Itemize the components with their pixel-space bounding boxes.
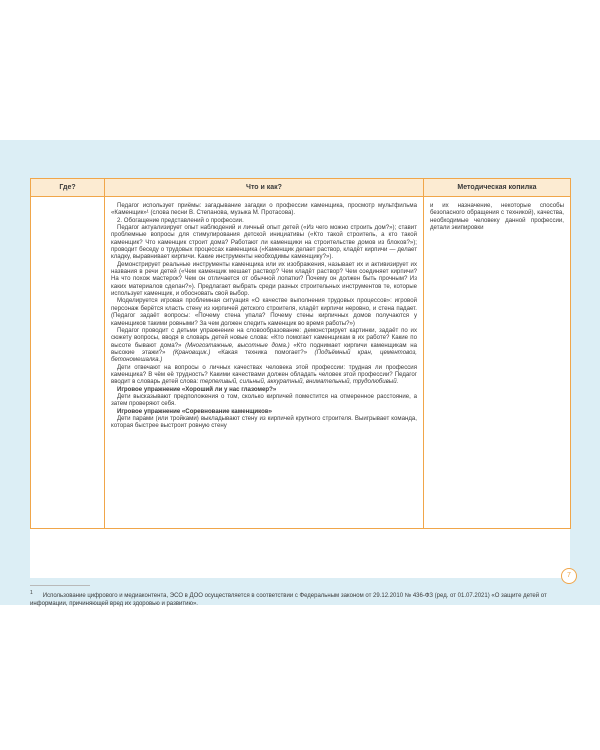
game-exercise-title: Игровое упражнение «Соревнование каменщиков» (117, 407, 272, 415)
text-run: «Какая техника помогает?» (217, 348, 308, 356)
text-paragraph: Педагог использует приёмы: загадывание загадки о профессии каменщика, просмотр мультфильма «Каменщик»¹ (слова песни В. Степанова, музыка М. Протасова). (111, 202, 417, 217)
text-paragraph: Демонстрирует реальные инструменты каменщика или их изображения, называет их и активизирует их названия в речи детей («Чем каменщик мешает раствор? Чем кладёт раствор? Чем соединяет кирпичи? На что похож мастерок? Чем он отличается от обычной лопатки? Почему он должен быть прочным? Из каких материалов сделан?»). Предлагает выбрать среди разных строительных инструментов те, которые использует каменщик, и обосновать свой выбор. (111, 260, 417, 298)
footnote (30, 589, 570, 608)
header-notes: Методическая копилка (424, 179, 571, 197)
italic-answer: (Крановщик.) (172, 348, 211, 356)
text-run: Дети отвечают на вопросы о личных качествах человека этой профессии: трудная ли профессия каменщика? В чём её трудность? Какими качествами должен обладать человек этой профессии? Педагог вводит в словарь детей слова: (111, 363, 417, 386)
cell-what (105, 197, 424, 529)
footnote-marker: 1 (30, 590, 33, 596)
italic-answer: (Подъёмный кран, цементовоз, бетономешалка.) (111, 348, 417, 364)
text-paragraph (111, 327, 417, 364)
cell-where (31, 197, 105, 529)
table-header-row (31, 179, 571, 197)
italic-answer: (Многоэтажные, высотные дома.) (185, 341, 290, 349)
methods-table (30, 178, 571, 529)
footnote-rule (30, 585, 90, 586)
footnote-text: Использование цифрового и медиаконтента, ЭСО в ДОО осуществляется в соответствии с Федеральным законом от 29.12.2010 № 436-ФЗ (ред. от 01.07.2021) «О защите детей от информации, причиняющей вред их здоровью и развитию». (30, 593, 547, 607)
page-number: 7 (561, 568, 577, 584)
cell-notes (424, 197, 571, 529)
header-where: Где? (31, 179, 105, 197)
italic-vocabulary: терпеливый, сильный, аккуратный, внимательный, трудолюбивый. (199, 378, 399, 386)
header-what: Что и как? (105, 179, 424, 197)
game-exercise-title: Игровое упражнение «Хороший ли у нас глазомер?» (117, 385, 277, 393)
text-paragraph (111, 364, 417, 386)
text-run: Педагог проводит с детьми упражнение на словообразование: демонстрирует картинки, задаёт по их сюжету вопросы, вводя в словарь детей новые слова: «Кто помогает каменщикам в их работе? Какие по высоте бывают дома?» (111, 326, 417, 349)
text-run: «Кто поднимает кирпичи каменщикам на высокие этажи?» (111, 341, 417, 356)
text-paragraph: Дети высказывают предположения о том, сколько кирпичей поместится на отмеренное расстояние, а затем проверяют себя. (111, 392, 417, 408)
page-sheet (30, 178, 570, 578)
table-row (31, 197, 571, 529)
text-paragraph: 2. Обогащение представлений о профессии. (117, 216, 244, 224)
notes-text: и их назначение, некоторые способы безопасного обращения с техникой), качества, необходимые человеку данной профессии, детали экипировки (430, 202, 564, 232)
text-paragraph: Дети парами (или тройками) выкладывают стену из кирпичей крупного строителя. Выигрывает команда, которая быстрее выстроит ровную стену (111, 414, 417, 430)
text-paragraph: Моделируется игровая проблемная ситуация «О качестве выполнения трудовых процессов»: игровой персонаж берётся класть стену из кирпичей детского строителя, кладёт кирпичи неровно, и стена падает. (Педагог задаёт вопросы: «Почему стена упала? Почему стены кирпичных домов получаются у каменщиков такими ровными? За чем должен следить каменщик во время работы?») (111, 297, 417, 327)
text-paragraph: Педагог актуализирует опыт наблюдений и личный опыт детей («Из чего можно строить дом?»); ставит проблемные вопросы для стимулирования детской инициативы («Кто такой строитель, а кто такой каменщик? Что каменщик строит дома? Работают ли каменщики на строительстве домов из блоков?»); проводит беседу о трудовых процессах каменщика («Каменщик делает раствор, кладёт кирпичи — делает кладку, выравнивает кирпичи. Какие инструменты необходимы каменщику?»). (111, 224, 417, 261)
